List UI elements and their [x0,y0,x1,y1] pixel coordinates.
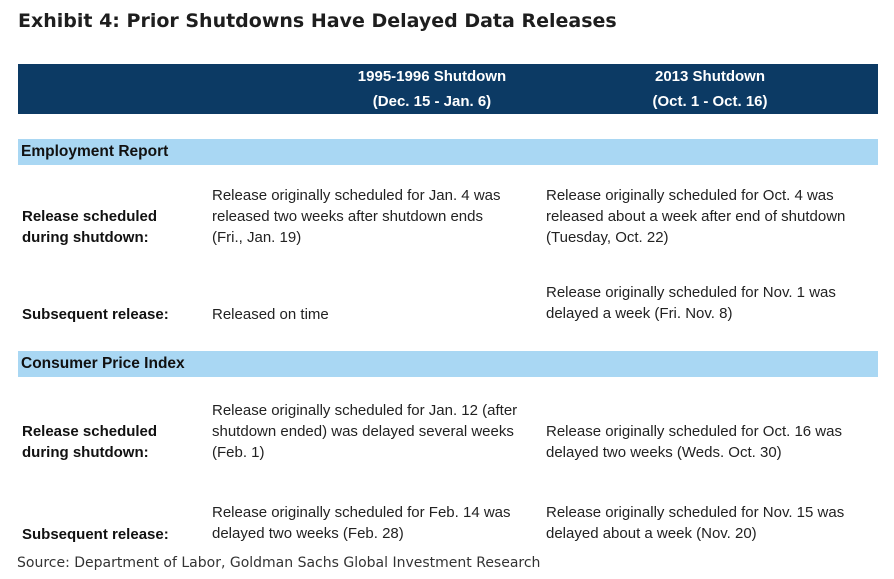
cell-cpi-1995-scheduled [212,400,517,463]
row-label-line: Subsequent release: [22,306,169,323]
row-label-release-scheduled [22,206,157,248]
column-header-2013-dates: (Oct. 1 - Oct. 16) [652,93,768,110]
cell-line: Release originally scheduled for Nov. 15 was [546,504,845,521]
cell-line: Release originally scheduled for Jan. 4 was [212,187,501,204]
row-label-line: Release scheduled [22,423,158,440]
cell-employment-2013-scheduled [546,185,845,248]
table-header [18,64,878,114]
row-label-line: Subsequent release: [22,526,169,543]
row-label-subsequent-release [22,524,169,545]
section-title: Consumer Price Index [21,355,185,372]
exhibit-title: Exhibit 4: Prior Shutdowns Have Delayed Data Releases [18,10,617,32]
cell-line: Release originally scheduled for Feb. 14 was [212,504,511,521]
column-header-2013-name: 2013 Shutdown [654,68,766,85]
cell-cpi-2013-scheduled [546,421,842,463]
row-label-subsequent-release [22,304,169,325]
row-label-release-scheduled [22,421,157,463]
row-label-line: during shutdown: [22,229,149,246]
column-header-1995-dates: (Dec. 15 - Jan. 6) [372,93,492,110]
cell-line: (Fri., Jan. 19) [212,229,302,246]
cell-line: Release originally scheduled for Oct. 4 was [546,187,834,204]
column-header-1995 [282,64,582,114]
row-label-line: Release scheduled [22,208,158,225]
cell-cpi-2013-subsequent [546,502,844,544]
cell-line: delayed about a week (Nov. 20) [546,525,757,542]
cell-line: Release originally scheduled for Oct. 16 was [546,423,842,440]
row-label-line: during shutdown: [22,444,149,461]
cell-line: released two weeks after shutdown ends [212,208,483,225]
cell-employment-1995-scheduled [212,185,501,248]
cell-line: delayed a week (Fri. Nov. 8) [546,305,733,322]
cell-line: delayed two weeks (Feb. 28) [212,525,404,542]
cell-line: (Feb. 1) [212,444,265,461]
section-employment-report [18,139,878,165]
cell-line: Release originally scheduled for Jan. 12 (after [212,402,518,419]
section-consumer-price-index [18,351,878,377]
cell-line: (Tuesday, Oct. 22) [546,229,669,246]
cell-line: shutdown ended) was delayed several weeks [212,423,514,440]
section-title: Employment Report [21,143,169,160]
source-note: Source: Department of Labor, Goldman Sachs Global Investment Research [17,555,541,571]
column-header-2013 [604,64,816,114]
cell-line: Release originally scheduled for Nov. 1 was [546,284,836,301]
cell-employment-1995-subsequent [212,304,329,325]
cell-line: delayed two weeks (Weds. Oct. 30) [546,444,782,461]
cell-employment-2013-subsequent [546,282,836,324]
column-header-1995-name: 1995-1996 Shutdown [357,68,507,85]
cell-line: Released on time [212,306,329,323]
cell-line: released about a week after end of shutdown [546,208,846,225]
cell-cpi-1995-subsequent [212,502,511,544]
